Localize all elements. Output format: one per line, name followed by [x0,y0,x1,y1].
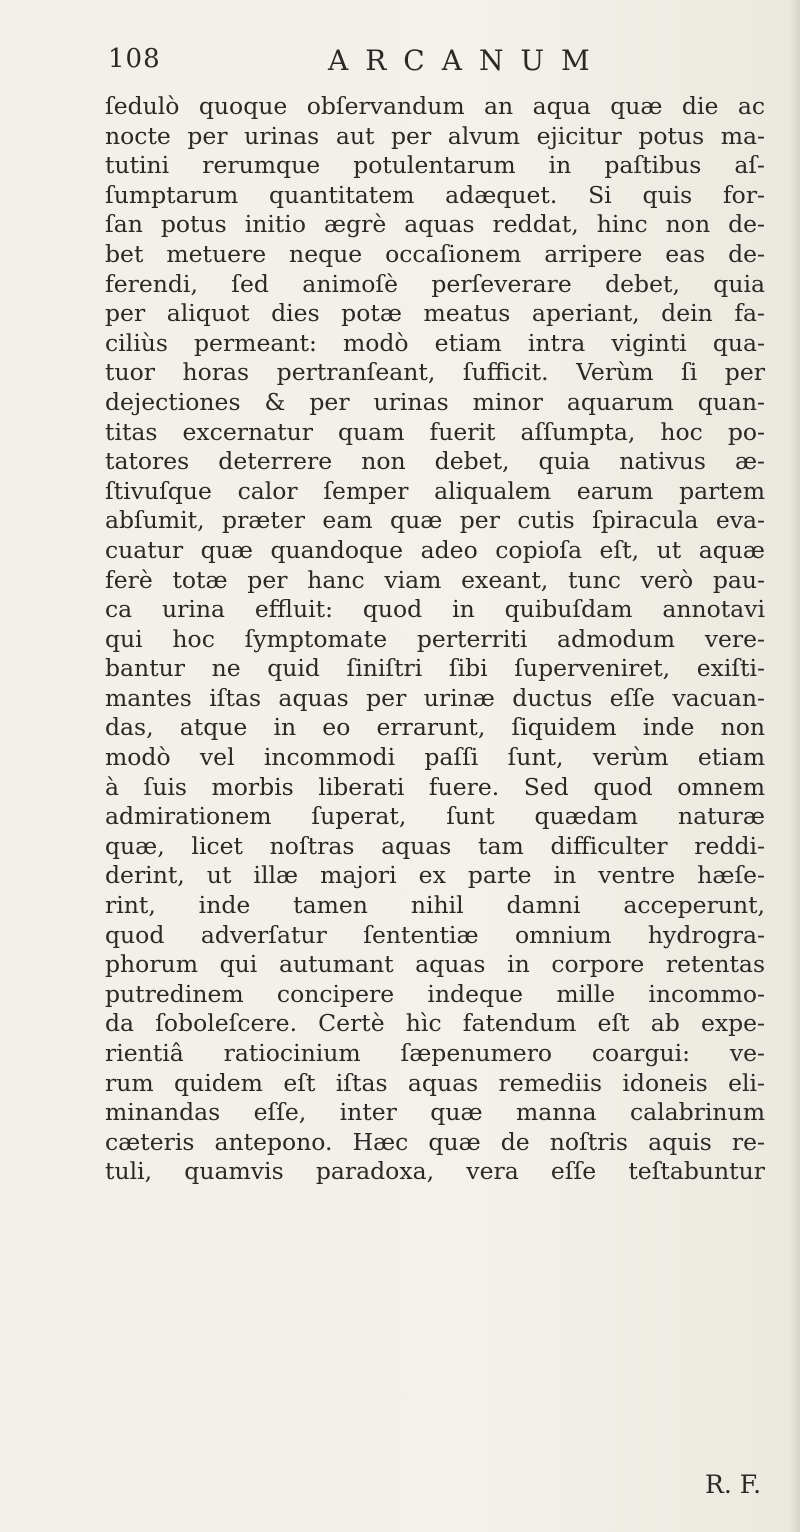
text-line: das, atque in eo errarunt, ſiquidem inde non [105,713,765,742]
text-line: admirationem ſuperat, ſunt quædam naturæ [105,802,765,831]
text-line: per aliquot dies potæ meatus aperiant, dein fa- [105,299,765,328]
text-line: tutini rerumque potulentarum in paſtibus aſ- [105,151,765,180]
text-line: minandas eſſe, inter quæ manna calabrinum [105,1098,765,1127]
text-line: ferendi, ſed animoſè perſeverare debet, quia [105,269,765,298]
text-line: putredinem concipere indeque mille incommo- [105,979,765,1008]
text-line: cuatur quæ quandoque adeo copioſa eſt, ut aquæ [105,535,765,564]
running-head: ARCANUM [328,44,607,77]
body-text [105,92,765,1187]
text-line: da ſoboleſcere. Certè hìc fatendum eſt ab expe- [105,1009,765,1038]
text-line: ſumptarum quantitatem adæquet. Si quis for- [105,180,765,209]
text-line: phorum qui autumant aquas in corpore retentas [105,950,765,979]
text-line: tatores deterrere non debet, quia nativus æ- [105,447,765,476]
text-line: quæ, licet noſtras aquas tam difficulter reddi- [105,831,765,860]
text-line: qui hoc ſymptomate perterriti admodum vere- [105,624,765,653]
page-number: 108 [108,44,161,74]
text-line: tuli, quamvis paradoxa, vera eſſe teſtabuntur [105,1157,765,1186]
text-line: ca urina effluit: quod in quibuſdam annotavi [105,595,765,624]
text-line: tuor horas pertranſeant, ſufficit. Verùm ſi per [105,358,765,387]
catchword: R. F. [705,1470,762,1499]
text-line: à ſuis morbis liberati fuere. Sed quod omnem [105,772,765,801]
page-edge-shadow [790,0,800,1532]
text-line: rum quidem eſt iſtas aquas remediis idoneis eli- [105,1068,765,1097]
text-line: bantur ne quid ſiniſtri ſibi ſuperveniret, exiſti- [105,654,765,683]
text-line: nocte per urinas aut per alvum ejicitur potus ma- [105,121,765,150]
text-line: quod adverſatur ſententiæ omnium hydrogra- [105,920,765,949]
text-line: ſtivuſque calor ſemper aliqualem earum partem [105,476,765,505]
text-line: abſumit, præter eam quæ per cutis ſpiracula eva- [105,506,765,535]
text-line: ciliùs permeant: modò etiam intra viginti qua- [105,328,765,357]
text-line: rint, inde tamen nihil damni acceperunt, [105,891,765,920]
text-line: bet metuere neque occaſionem arripere eas de- [105,239,765,268]
page-header [108,38,708,88]
text-line: rientiâ ratiocinium ſæpenumero coargui: ve- [105,1039,765,1067]
text-line: derint, ut illæ majori ex parte in ventre hæſe- [105,861,765,890]
text-line: modò vel incommodi paſſi ſunt, verùm etiam [105,743,765,772]
text-line: dejectiones & per urinas minor aquarum quan- [105,387,765,416]
text-line: cæteris antepono. Hæc quæ de noſtris aquis re- [105,1127,765,1156]
text-line: ſedulò quoque obſervandum an aqua quæ die ac [105,92,765,120]
text-line: ferè totæ per hanc viam exeant, tunc verò pau- [105,565,765,594]
text-line: titas excernatur quam fuerit aſſumpta, hoc po- [105,417,765,446]
text-line: ſan potus initio ægrè aquas reddat, hinc non de- [105,210,765,239]
text-line: mantes iſtas aquas per urinæ ductus eſſe vacuan- [105,683,765,712]
